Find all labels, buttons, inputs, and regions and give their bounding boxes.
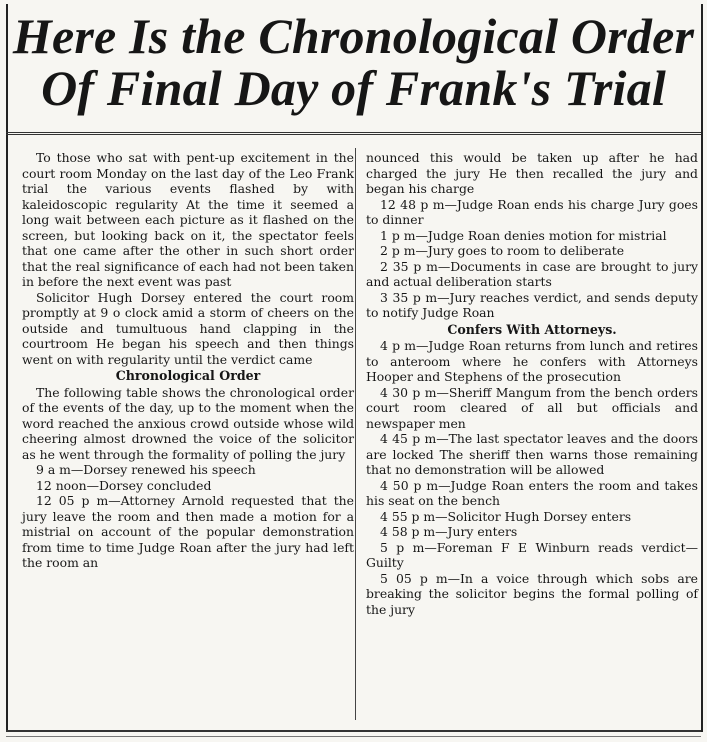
event-2pm: 2 p m—Jury goes to room to deliberate (380, 243, 625, 258)
paragraph-intro: To those who sat with pent-up excitement in the court room Monday on the last day of the Leo Frank trial the various events flashed by with kaleidoscopic regularity At the time it seemed a long wait between each picture as it flashed on the screen, but looking back on it, the spectator feels that one came after the other in such short order that the real significance of each had not been taken in before the next event was past (22, 150, 354, 289)
event-1248pm: 12 48 p m—Judge Roan ends his charge Jury goes to dinner (366, 196, 698, 227)
event-445pm: 4 45 p m—The last spectator leaves and the doors are locked The sheriff then warns those remaining that no demonstration will be allowed (366, 431, 698, 477)
event-12noon: 12 noon—Dorsey concluded (36, 477, 212, 493)
event-4pm: 4 p m—Judge Roan returns from lunch and retires to anteroom where he confers with Attorneys Hooper and Stephens of the prosecution (366, 338, 698, 384)
event-455pm: 4 55 p m—Solicitor Hugh Dorsey enters (380, 508, 632, 524)
column-divider (355, 148, 356, 720)
event-450pm: 4 50 p m—Judge Roan enters the room and takes his seat on the bench (366, 477, 698, 508)
event-505pm: 5 05 p m—In a voice through which sobs are breaking the solicitor begins the formal polling of the jury (366, 570, 698, 617)
event-9am: 9 a m—Dorsey renewed his speech (36, 462, 256, 477)
headline-rule (6, 132, 701, 135)
event-458pm: 4 58 p m—Jury enters (380, 524, 518, 539)
event-335pm: 3 35 p m—Jury reaches verdict, and sends deputy to notify Judge Roan (366, 289, 698, 320)
headline-line-2: Of Final Day of Frank's Trial (41, 60, 666, 116)
event-430pm: 4 30 p m—Sheriff Mangum from the bench orders court room cleared of all but officials and newspaper men (366, 384, 698, 431)
paragraph-dorsey: Solicitor Hugh Dorsey entered the court room promptly at 9 o clock amid a storm of cheers on the outside and tumultuous hand clapping in the courtroom He began his speech and then things went on with regularity until the verdict came (22, 289, 354, 367)
headline (0, 10, 707, 114)
subhead-chronological-order: Chronological Order (115, 368, 261, 383)
event-235pm: 2 35 p m—Documents in case are brought to jury and actual deliberation starts (366, 258, 698, 289)
right-column (366, 150, 698, 617)
bottom-rule (6, 730, 701, 732)
paragraph-continued: nounced this would be taken up after he had charged the jury He then recalled the jury and began his charge (366, 150, 698, 196)
bottom-rule-thin (6, 736, 701, 737)
subhead-confers-with-attorneys: Confers With Attorneys. (447, 321, 617, 337)
left-column (22, 150, 354, 571)
headline-line-1: Here Is the Chronological Order (12, 8, 695, 64)
event-1pm: 1 p m—Judge Roan denies motion for mistrial (380, 227, 667, 243)
paragraph-table-intro: The following table shows the chronological order of the events of the day, up to the moment when the word reached the anxious crowd outside whose wild cheering almost drowned the voice of the solicitor as he went through the formality of polling the jury (22, 384, 354, 462)
event-1205pm: 12 05 p m—Attorney Arnold requested that the jury leave the room and then made a motion for a mistrial on account of the popular demonstration from time to time Judge Roan after the jury had left the room an (22, 493, 354, 570)
event-5pm: 5 p m—Foreman F E Winburn reads verdict—Guilty (366, 539, 698, 570)
